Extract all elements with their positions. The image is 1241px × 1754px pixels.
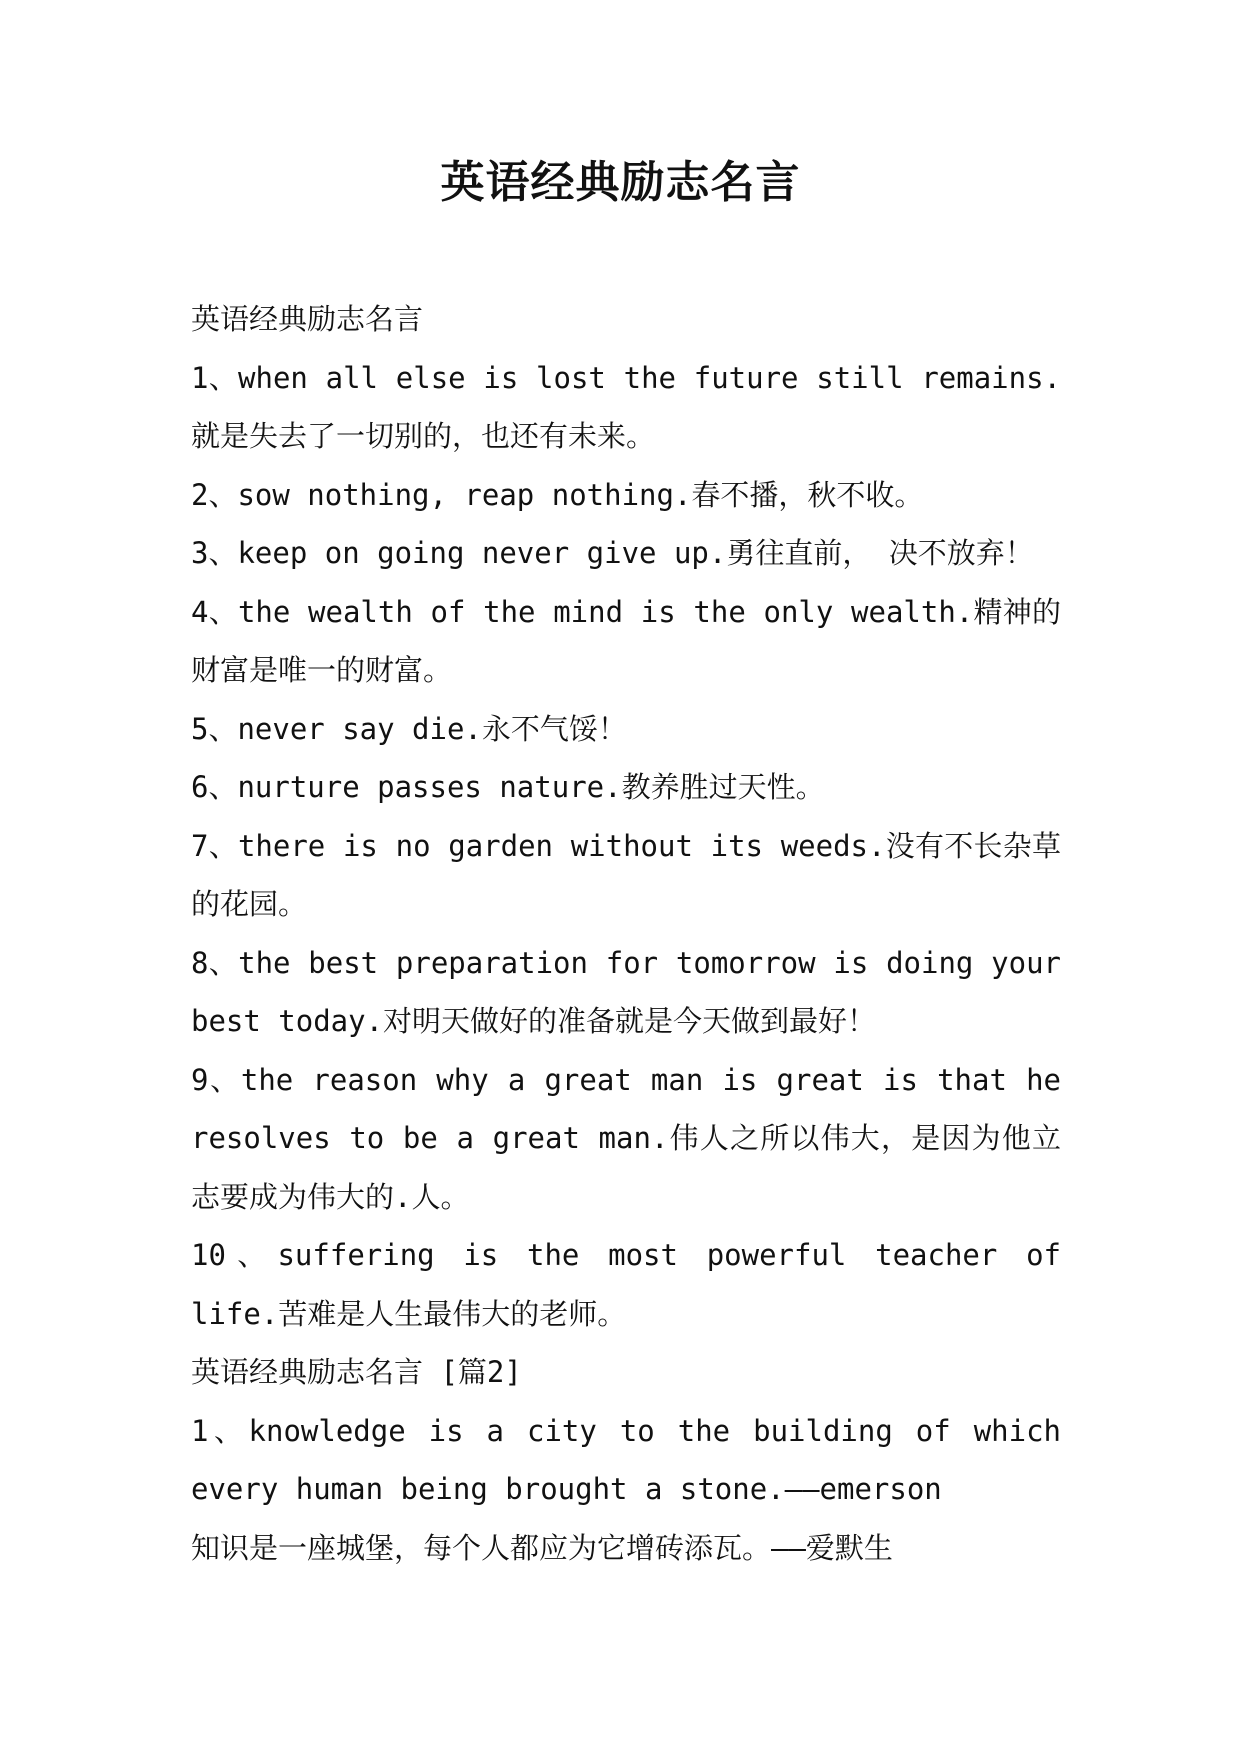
document-body xyxy=(191,290,1061,1577)
quote-5: 5、never say die.永不气馁！ xyxy=(191,711,627,746)
quote-9: 9、the reason why a great man is great is that he resolves to be a great man.伟人之所以伟大，是因为他立志要成为伟大的.人。 xyxy=(191,1062,1061,1214)
part-2-quote-1-translation: 知识是一座城堡，每个人都应为它增砖添瓦。——爱默生 xyxy=(191,1530,893,1565)
quote-7: 7、there is no garden without its weeds.没有不长杂草的花园。 xyxy=(191,828,1061,921)
quote-4: 4、the wealth of the mind is the only wealth.精神的财富是唯一的财富。 xyxy=(191,594,1061,687)
section-heading-part-2: 英语经典励志名言 [篇2] xyxy=(191,1355,522,1389)
quote-3: 3、keep on going never give up.勇往直前， 决不放弃！ xyxy=(191,536,1034,570)
quote-10: 10、suffering is the most powerful teacher of life.苦难是人生最伟大的老师。 xyxy=(191,1238,1061,1331)
part-2-quote-1: 1、knowledge is a city to the building of which every human being brought a stone.——emerson xyxy=(191,1413,1061,1506)
document-title: 英语经典励志名言 xyxy=(440,157,801,208)
quote-8: 8、the best preparation for tomorrow is doing your best today.对明天做好的准备就是今天做到最好！ xyxy=(191,945,1061,1038)
quote-6: 6、nurture passes nature.教养胜过天性。 xyxy=(191,770,825,804)
quote-1: 1、when all else is lost the future still remains.就是失去了一切别的，也还有未来。 xyxy=(191,360,1061,453)
section-heading: 英语经典励志名言 xyxy=(191,302,424,336)
quote-2: 2、sow nothing, reap nothing.春不播，秋不收。 xyxy=(191,477,924,512)
